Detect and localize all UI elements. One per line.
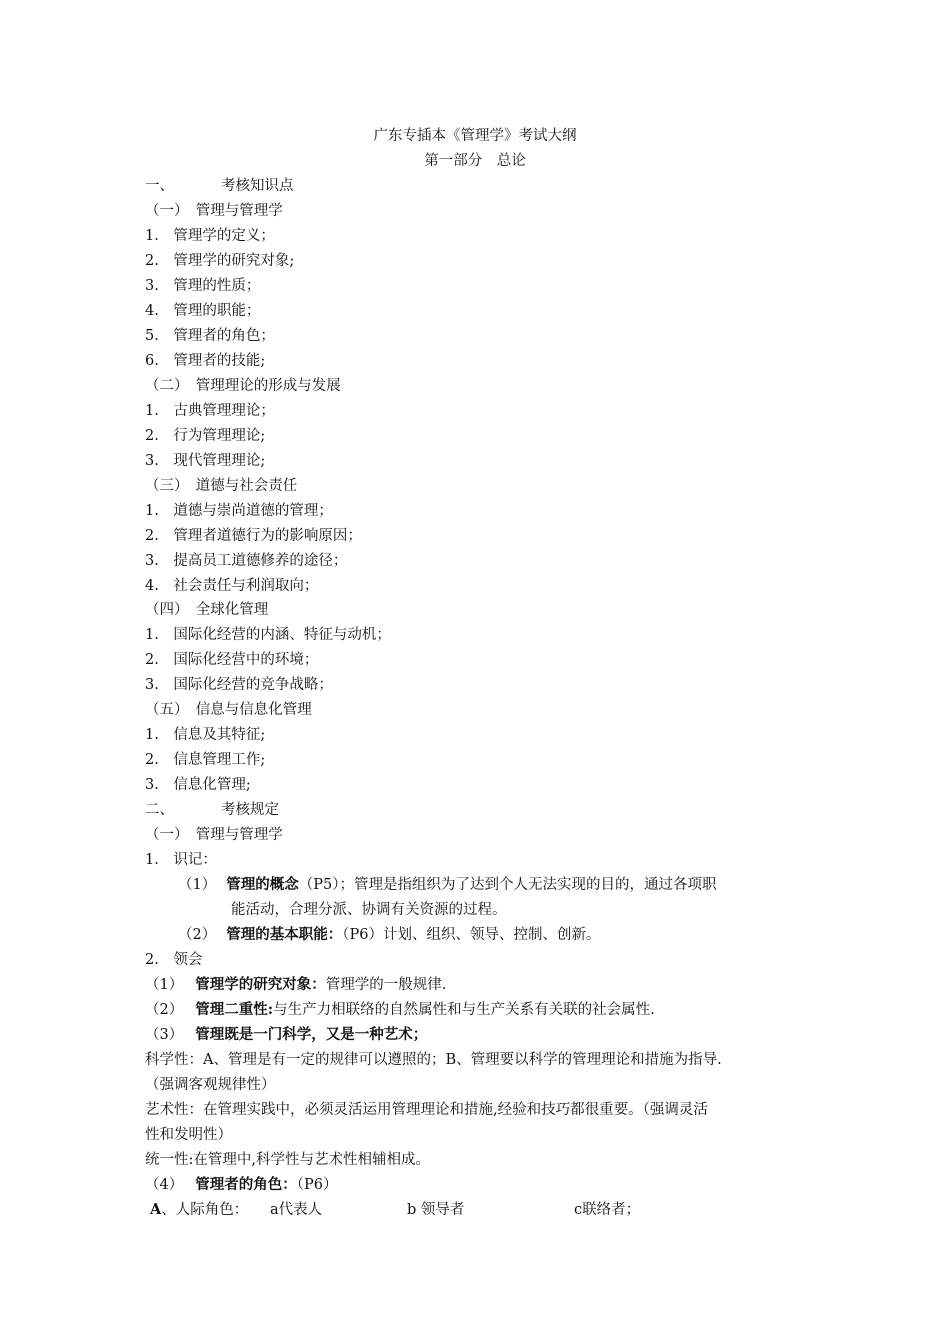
group-heading-3: （三） 道德与社会责任	[145, 478, 298, 494]
item-term: 管理学的研究对象：	[195, 976, 326, 993]
list-item: 1. 道德与崇尚道德的管理；	[145, 503, 333, 519]
item-term: 管理的基本职能：	[226, 926, 343, 943]
requirement-heading: 2. 领会	[145, 952, 203, 968]
requirement-item	[178, 924, 600, 946]
list-item: 2. 国际化经营中的环境；	[145, 652, 319, 668]
list-item: 3. 管理的性质；	[145, 278, 261, 294]
group-heading-4: （四） 全球化管理	[145, 602, 269, 618]
paragraph-line: （强调客观规律性）	[145, 1077, 276, 1093]
requirement-item	[145, 974, 446, 996]
item-number: （4）	[145, 1177, 184, 1193]
roles-line	[150, 1199, 248, 1221]
requirement-item	[145, 1174, 337, 1196]
paragraph-line: 统一性:在管理中,科学性与艺术性相辅相成。	[145, 1152, 430, 1168]
list-item: 1. 管理学的定义；	[145, 228, 275, 244]
list-item: 5. 管理者的角色；	[145, 328, 275, 344]
item-term: 管理的概念	[226, 876, 299, 893]
item-text: （P6）计划、组织、领导、控制、创新。	[342, 927, 601, 943]
list-item: 2. 信息管理工作;	[145, 752, 266, 768]
list-item: 4. 社会责任与利润取向；	[145, 578, 319, 594]
group-heading-5: （五） 信息与信息化管理	[145, 702, 312, 718]
requirement-item-continued: 能活动，合理分派、协调有关资源的过程。	[231, 902, 507, 918]
list-item: 3. 信息化管理;	[145, 777, 251, 793]
item-term: 管理二重性:	[195, 1001, 274, 1018]
list-item: 6. 管理者的技能;	[145, 353, 266, 369]
paragraph-line: 性和发明性）	[145, 1127, 232, 1143]
item-term: 管理既是一门科学，又是一种艺术；	[195, 1026, 428, 1043]
item-text: （P6）	[296, 1177, 338, 1193]
section-number: 一、	[145, 178, 174, 194]
list-item: 3. 国际化经营的竞争战略；	[145, 677, 333, 693]
section-heading-1	[145, 175, 294, 197]
paragraph-line: 艺术性：在管理实践中，必须灵活运用管理理论和措施,经验和技巧都很重要。（强调灵活	[145, 1102, 708, 1118]
roles-label: 、人际角色：	[161, 1202, 249, 1218]
requirement-heading: 1. 识记：	[145, 852, 217, 868]
list-item: 1. 国际化经营的内涵、特征与动机；	[145, 627, 391, 643]
list-item: 2. 管理者道德行为的影响原因；	[145, 528, 362, 544]
list-item: 4. 管理的职能；	[145, 303, 261, 319]
doc-title: 广东专插本《管理学》考试大纲	[373, 128, 577, 144]
item-text: 与生产力相联络的自然属性和与生产关系有关联的社会属性.	[273, 1002, 655, 1018]
section-title: 考核规定	[221, 802, 279, 818]
item-text: 管理学的一般规律.	[325, 977, 447, 993]
item-text: （P5）；管理是指组织为了达到个人无法实现的目的，通过各项职	[298, 877, 717, 893]
requirement-item	[145, 999, 655, 1021]
section-heading-2	[145, 799, 279, 821]
group-heading-2: （二） 管理理论的形成与发展	[145, 378, 341, 394]
role-a: a代表人	[270, 1202, 323, 1218]
list-item: 1. 信息及其特征;	[145, 727, 266, 743]
role-c: c联络者；	[574, 1202, 641, 1218]
list-item: 1. 古典管理理论；	[145, 403, 275, 419]
item-number: （1）	[145, 977, 184, 993]
item-term: 管理者的角色：	[195, 1176, 297, 1193]
section-number: 二、	[145, 802, 174, 818]
group-heading-1: （一） 管理与管理学	[145, 203, 283, 219]
item-number: （2）	[145, 1002, 184, 1018]
list-item: 2. 管理学的研究对象;	[145, 253, 295, 269]
requirement-item	[178, 874, 716, 896]
roles-label-letter: A	[150, 1201, 162, 1218]
part-heading: 第一部分 总论	[424, 153, 526, 169]
item-number: （1）	[178, 877, 217, 893]
requirement-item	[145, 1024, 427, 1046]
list-item: 3. 现代管理理论;	[145, 453, 266, 469]
group-heading-6: （一） 管理与管理学	[145, 827, 283, 843]
list-item: 3. 提高员工道德修养的途径；	[145, 553, 348, 569]
role-b: b 领导者	[407, 1202, 465, 1218]
item-number: （2）	[178, 927, 217, 943]
section-title: 考核知识点	[221, 178, 294, 194]
item-number: （3）	[145, 1027, 184, 1043]
list-item: 2. 行为管理理论;	[145, 428, 266, 444]
paragraph-line: 科学性：A、管理是有一定的规律可以遵照的；B、管理要以科学的管理理论和措施为指导.	[145, 1052, 722, 1068]
